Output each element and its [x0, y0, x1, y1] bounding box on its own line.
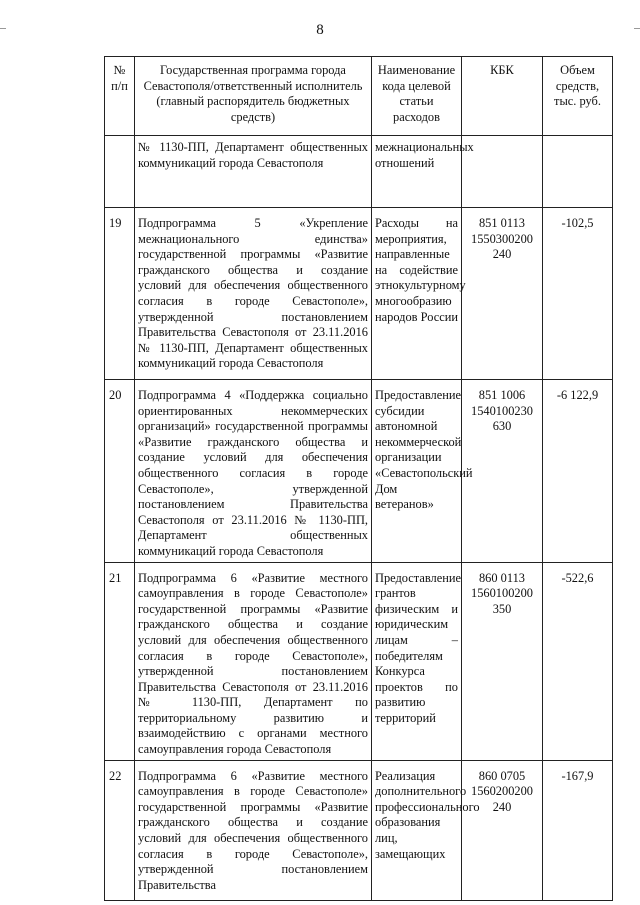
left-edge-mark [0, 28, 6, 29]
row-num: 21 [105, 562, 135, 760]
row-volume: -522,6 [543, 562, 613, 760]
row-code-name: Расходы на мероприятия, направленные на содействие этнокультурному многообразию народов России [372, 208, 462, 380]
table-row [105, 208, 613, 380]
header-volume: Объем средств, тыс. руб. [543, 57, 613, 136]
header-kbk: КБК [462, 57, 543, 136]
header-row [105, 57, 613, 136]
row-num [105, 136, 135, 208]
kbk-line: 240 [492, 799, 512, 814]
row-kbk [462, 760, 543, 900]
row-program: Подпрограмма 4 «Поддержка социально ориентированных некоммерческих организаций» государственной программы «Развитие гражданского общества и создание условий для обеспечения общественного согласия в городе Севастополе», утвержденной постановлением Правительства Севастополя от 23.11.2016 № 1130-ПП, Департамент общественных коммуникаций города Севастополя [135, 380, 372, 563]
row-volume: -102,5 [543, 208, 613, 380]
kbk-line: 1560200200 [471, 784, 533, 799]
row-num: 22 [105, 760, 135, 900]
row-code-name: Реализация дополнительного профессионального образования лиц, замещающих [372, 760, 462, 900]
table-row [105, 562, 613, 760]
row-volume: -6 122,9 [543, 380, 613, 563]
table-row [105, 136, 613, 208]
kbk-line: 630 [492, 419, 512, 434]
kbk-line: 1550300200 [471, 231, 533, 246]
row-volume: -167,9 [543, 760, 613, 900]
row-num: 20 [105, 380, 135, 563]
row-program: № 1130-ПП, Департамент общественных коммуникаций города Севастополя [135, 136, 372, 208]
header-code-name: Наименование кода целевой статьи расходов [372, 57, 462, 136]
row-program: Подпрограмма 6 «Развитие местного самоуправления в городе Севастополе» государственной программы «Развитие гражданского общества и создание условий для обеспечения общественного согласия в городе Севастополе», утвержденной постановлением Правительства Севастополя от 23.11.2016 № 1130-ПП, Департамент по территориальному развитию и взаимодействию с органами местного самоуправления города Севастополя [135, 562, 372, 760]
kbk-line: 1540100230 [471, 403, 533, 418]
kbk-line: 860 0705 [478, 768, 526, 783]
row-kbk [462, 380, 543, 563]
page-number: 8 [316, 22, 324, 38]
kbk-line: 851 0113 [478, 216, 525, 230]
row-program: Подпрограмма 6 «Развитие местного самоуправления в городе Севастополе» государственной программы «Развитие гражданского общества и создание условий для обеспечения общественного согласия в городе Севастополе», утвержденной постановлением Правительства [135, 760, 372, 900]
table-row [105, 760, 613, 900]
kbk-line: 350 [492, 601, 512, 616]
header-program: Государственная программа города Севастополя/ответственный исполнитель (главный распорядитель бюджетных средств) [135, 57, 372, 136]
kbk-line: 851 1006 [478, 388, 526, 402]
row-volume [543, 136, 613, 208]
kbk-line: 240 [492, 247, 512, 262]
header-num: № п/п [105, 57, 135, 136]
table-row [105, 380, 613, 563]
row-code-name: Предоставление грантов физическим и юридическим лицам – победителям Конкурса проектов по развитию территорий [372, 562, 462, 760]
kbk-line: 860 0113 [478, 570, 525, 585]
row-code-name: межнациональных отношений [372, 136, 462, 208]
budget-table [104, 56, 613, 901]
row-kbk [462, 208, 543, 380]
row-kbk [462, 562, 543, 760]
right-edge-mark [634, 28, 640, 29]
row-program: Подпрограмма 5 «Укрепление межнационального единства» государственной программы «Развитие гражданского общества и создание условий для обеспечения общественного согласия в городе Севастополе», утвержденной постановлением Правительства Севастополя от 23.11.2016 № 1130-ПП, Департамент общественных коммуникаций города Севастополя [135, 208, 372, 380]
kbk-line: 1560100200 [471, 586, 533, 601]
row-num: 19 [105, 208, 135, 380]
row-code-name: Предоставление субсидии автономной некоммерческой организации «Севастопольский Дом ветеранов» [372, 380, 462, 563]
